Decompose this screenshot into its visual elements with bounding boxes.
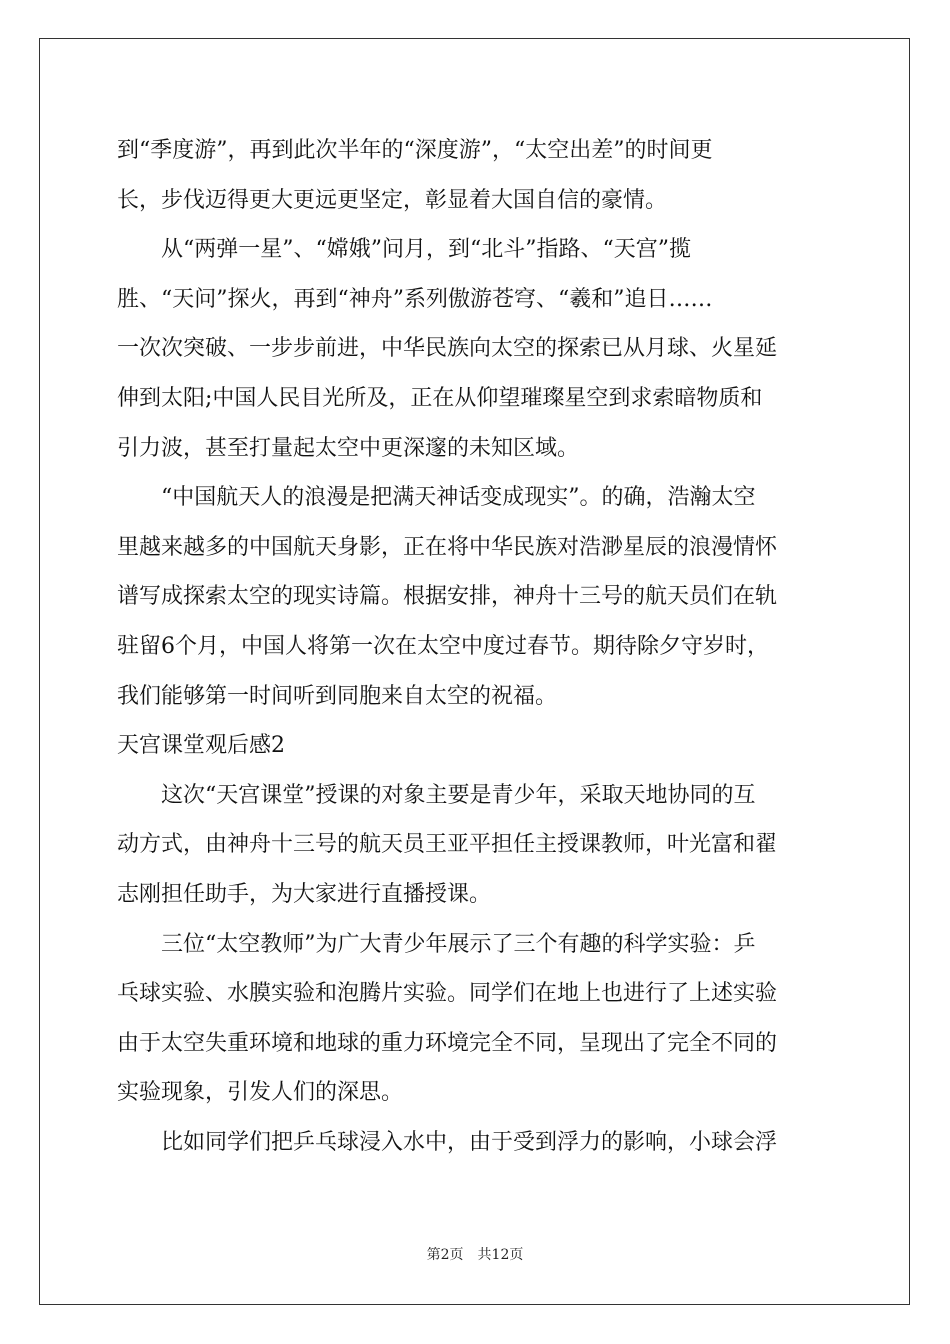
text-line: 志刚担任助手，为大家进行直播授课。: [117, 881, 492, 907]
text-line: 引力波，甚至打量起太空中更深邃的未知区域。: [117, 435, 580, 461]
text-line: 这次“天宫课堂”授课的对象主要是青少年，采取天地协同的互: [117, 782, 756, 808]
page-number-footer: 第2页 共12页: [426, 1247, 524, 1263]
document-body: [117, 126, 833, 1167]
text-line: 比如同学们把乒乓球浸入水中，由于受到浮力的影响，小球会浮: [117, 1129, 778, 1155]
text-line: 从“两弹一星”、“嫦娥”问月，到“北斗”指路、“天宫”揽: [117, 237, 691, 263]
text-line: 胜、“天问”探火，再到“神舟”系列傲游苍穹、“羲和”追日……: [117, 286, 713, 312]
text-line: “中国航天人的浪漫是把满天神话变成现实”。的确，浩瀚太空: [117, 485, 756, 511]
text-line: 动方式，由神舟十三号的航天员王亚平担任主授课教师，叶光富和翟: [117, 832, 778, 858]
text-line: 三位“太空教师”为广大青少年展示了三个有趣的科学实验：乒: [117, 931, 756, 957]
section-heading: 天宫课堂观后感2: [117, 733, 285, 759]
text-line: 里越来越多的中国航天身影，正在将中华民族对浩渺星辰的浪漫情怀: [117, 534, 778, 560]
text-line: 一次次突破、一步步前进，中华民族向太空的探索已从月球、火星延: [117, 336, 778, 362]
text-line: 到“季度游”，再到此次半年的“深度游”，“太空出差”的时间更: [117, 138, 713, 163]
text-line: 我们能够第一时间听到同胞来自太空的祝福。: [117, 683, 558, 709]
text-line: 伸到太阳;中国人民目光所及，正在从仰望璀璨星空到求索暗物质和: [117, 385, 763, 411]
text-line: 乓球实验、水膜实验和泡腾片实验。同学们在地上也进行了上述实验: [117, 981, 778, 1007]
text-line: 长，步伐迈得更大更远更坚定，彰显着大国自信的豪情。: [117, 187, 668, 213]
text-line: 驻留6个月，中国人将第一次在太空中度过春节。期待除夕守岁时，: [117, 633, 769, 659]
text-line: 实验现象，引发人们的深思。: [117, 1080, 404, 1106]
text-line: 谱写成探索太空的现实诗篇。根据安排，神舟十三号的航天员们在轨: [117, 584, 778, 610]
text-line: 由于太空失重环境和地球的重力环境完全不同，呈现出了完全不同的: [117, 1030, 778, 1056]
